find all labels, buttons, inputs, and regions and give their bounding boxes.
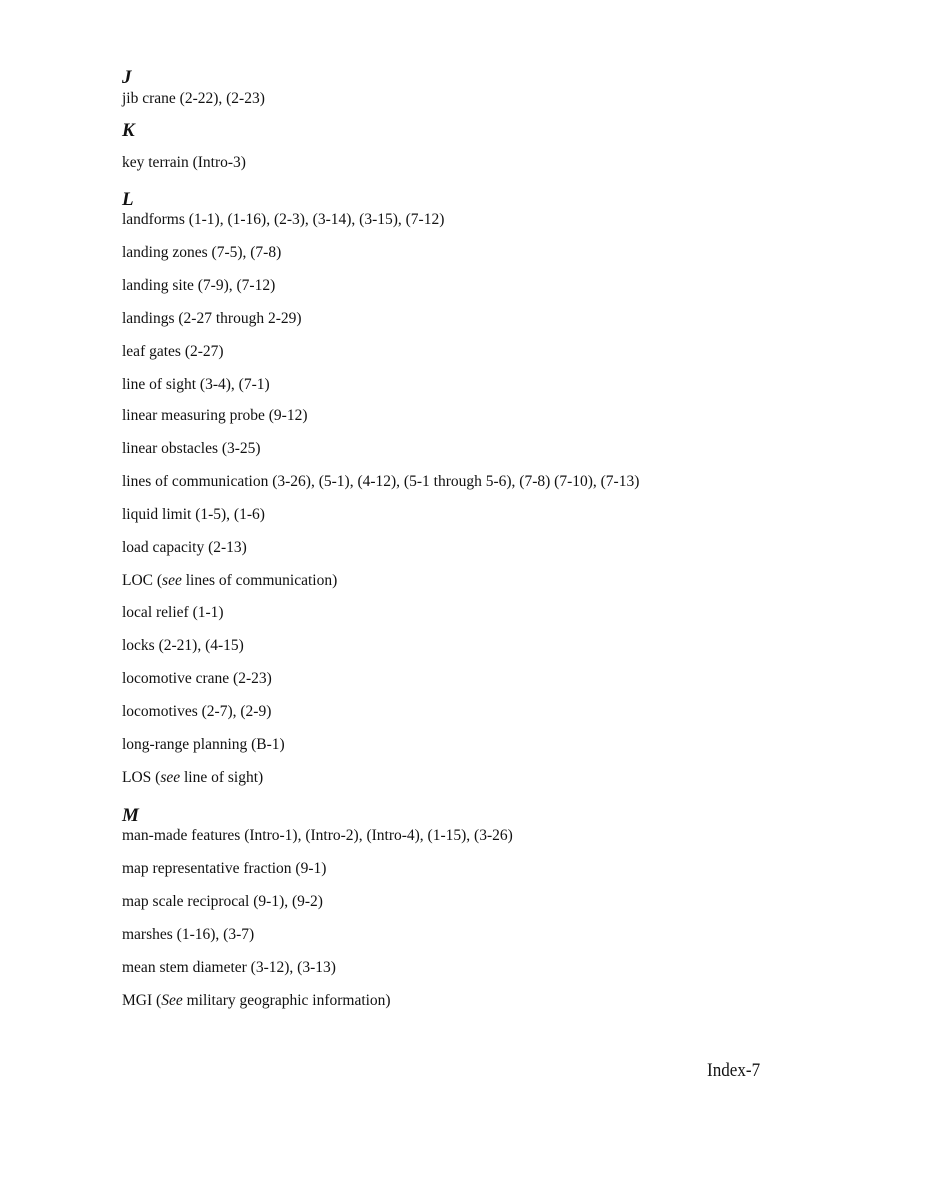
index-entry: line of sight (3-4), (7-1) <box>122 376 270 393</box>
index-entry: key terrain (Intro-3) <box>122 154 246 171</box>
index-entry: load capacity (2-13) <box>122 539 247 556</box>
index-entry: locomotive crane (2-23) <box>122 670 272 687</box>
index-entry: liquid limit (1-5), (1-6) <box>122 506 265 523</box>
index-entry: map representative fraction (9-1) <box>122 860 327 877</box>
index-entry: landforms (1-1), (1-16), (2-3), (3-14), (3-15), (7-12) <box>122 211 445 228</box>
see-reference: see <box>162 572 182 589</box>
entry-text: MGI ( <box>122 992 162 1009</box>
index-entry: linear measuring probe (9-12) <box>122 407 308 424</box>
index-entry-loc <box>122 571 337 591</box>
index-entry: mean stem diameter (3-12), (3-13) <box>122 959 336 976</box>
index-entry: landing site (7-9), (7-12) <box>122 277 276 294</box>
index-entry: local relief (1-1) <box>122 604 224 621</box>
section-letter-l: L <box>122 189 134 210</box>
index-entry-mgi <box>122 991 391 1011</box>
index-entry: locks (2-21), (4-15) <box>122 637 244 654</box>
entry-text: LOC ( <box>122 572 163 589</box>
section-letter-m: M <box>122 805 139 826</box>
entry-text: military geographic information) <box>182 992 391 1009</box>
index-entry: map scale reciprocal (9-1), (9-2) <box>122 893 323 910</box>
index-entry: man-made features (Intro-1), (Intro-2), (Intro-4), (1-15), (3-26) <box>122 827 513 844</box>
index-entry: linear obstacles (3-25) <box>122 440 261 457</box>
see-reference: See <box>161 992 183 1009</box>
entry-text: lines of communication) <box>181 572 338 589</box>
index-entry: marshes (1-16), (3-7) <box>122 926 255 943</box>
index-entry: leaf gates (2-27) <box>122 343 224 360</box>
index-entry-los <box>122 768 263 788</box>
index-entry: locomotives (2-7), (2-9) <box>122 703 272 720</box>
index-entry: landings (2-27 through 2-29) <box>122 310 302 327</box>
section-letter-j: J <box>122 67 132 88</box>
see-reference: see <box>160 769 181 786</box>
entry-text: LOS ( <box>122 769 161 786</box>
entry-text: line of sight) <box>180 769 264 786</box>
index-entry: jib crane (2-22), (2-23) <box>122 90 265 107</box>
index-entry: long-range planning (B-1) <box>122 736 285 753</box>
section-letter-k: K <box>122 120 135 141</box>
page-number: Index-7 <box>707 1060 761 1081</box>
index-entry: lines of communication (3-26), (5-1), (4-12), (5-1 through 5-6), (7-8) (7-10), (7-13) <box>122 473 640 490</box>
index-entry: landing zones (7-5), (7-8) <box>122 244 282 261</box>
